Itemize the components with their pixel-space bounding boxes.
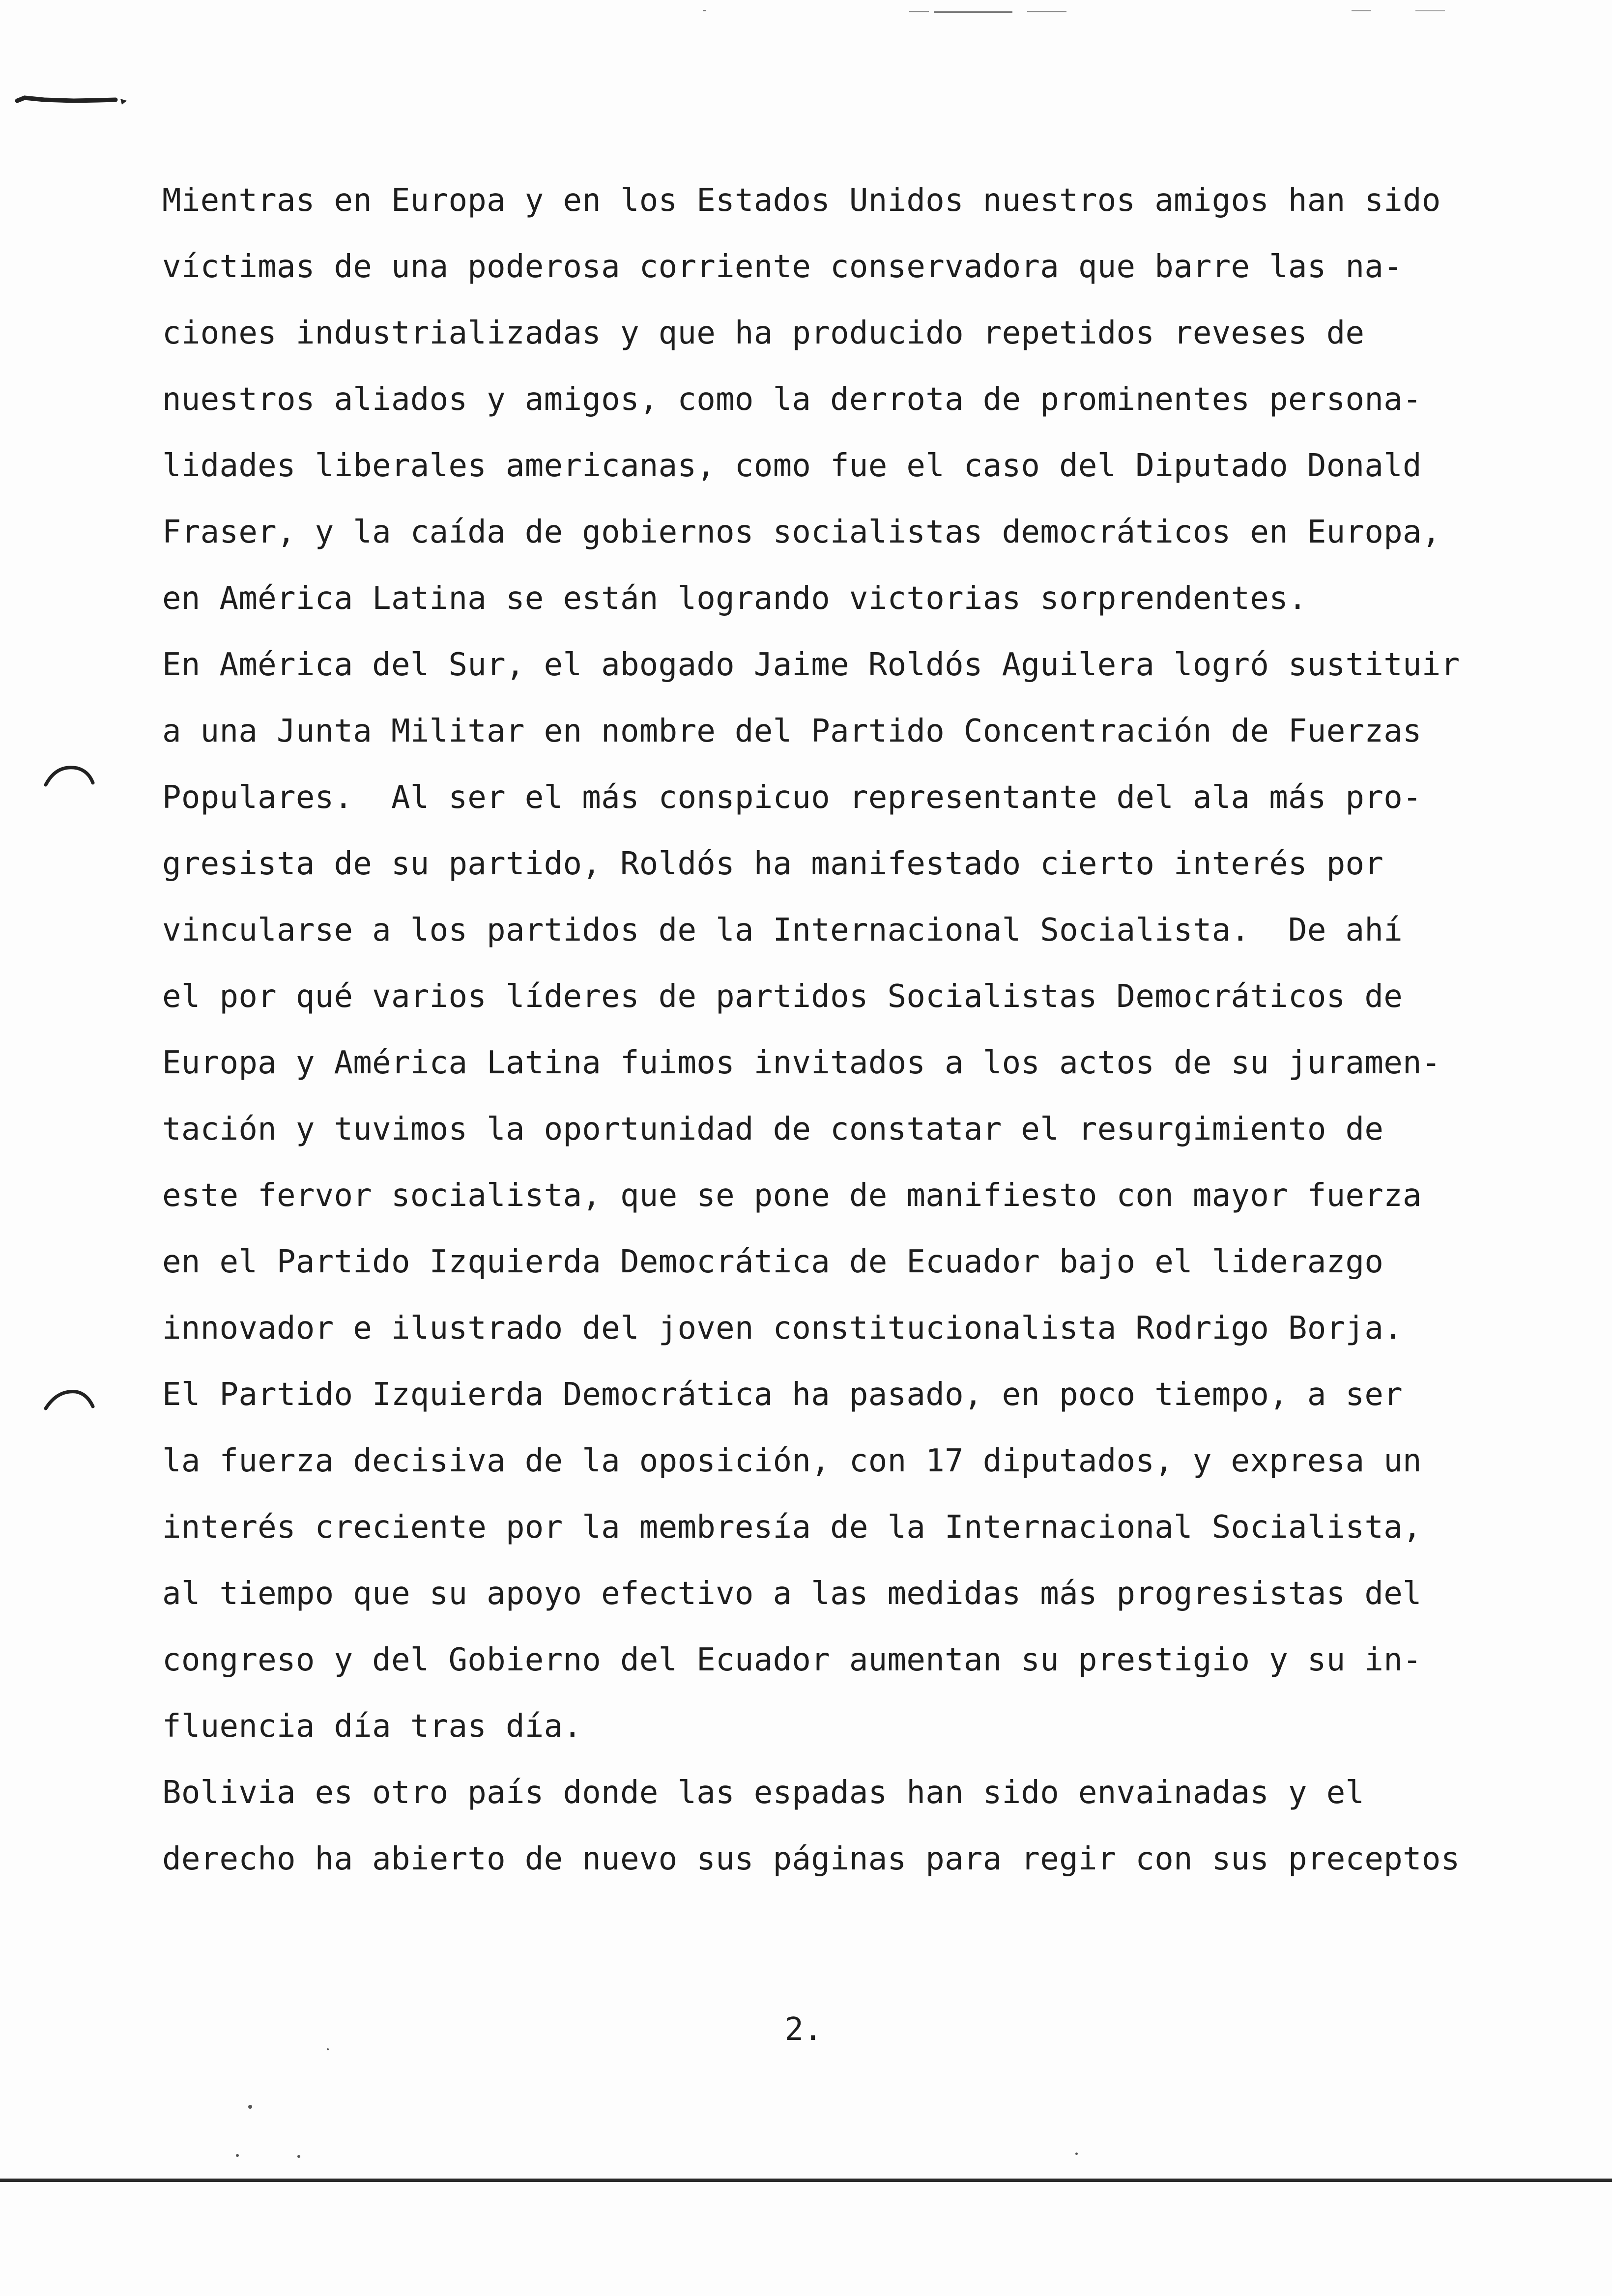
text-line: derecho ha abierto de nuevo sus páginas para regir con sus preceptos (162, 1841, 1460, 1877)
scan-speck (248, 2105, 252, 2109)
top-edge-scan-specks (393, 5, 1524, 15)
text-line: Fraser, y la caída de gobiernos socialistas democráticos en Europa, (162, 514, 1441, 550)
margin-hole-mark (42, 1381, 96, 1410)
text-line: Europa y América Latina fuimos invitados a los actos de su juramen- (162, 1045, 1441, 1081)
text-line: tación y tuvimos la oportunidad de constatar el resurgimiento de (162, 1111, 1384, 1148)
corner-binder-mark (15, 91, 128, 111)
text-line: la fuerza decisiva de la oposición, con 17 diputados, y expresa un (162, 1443, 1422, 1479)
text-line: En América del Sur, el abogado Jaime Roldós Aguilera logró sustituir (162, 647, 1460, 683)
text-line: congreso y del Gobierno del Ecuador aumentan su prestigio y su in- (162, 1642, 1422, 1678)
scan-speck (1075, 2152, 1078, 2155)
text-line: en América Latina se están logrando victorias sorprendentes. (162, 580, 1307, 617)
text-line: ciones industrializadas y que ha producido repetidos reveses de (162, 315, 1365, 351)
page-number: 2. (784, 2011, 823, 2048)
text-line: El Partido Izquierda Democrática ha pasado, en poco tiempo, a ser (162, 1377, 1403, 1413)
text-line: interés creciente por la membresía de la Internacional Socialista, (162, 1509, 1422, 1546)
text-line: vincularse a los partidos de la Internacional Socialista. De ahí (162, 912, 1403, 948)
body-text (162, 181, 1528, 1906)
text-line: en el Partido Izquierda Democrática de Ecuador bajo el liderazgo (162, 1244, 1384, 1280)
text-line: a una Junta Militar en nombre del Partido Concentración de Fuerzas (162, 713, 1422, 749)
scan-speck (297, 2155, 300, 2158)
text-line: el por qué varios líderes de partidos Socialistas Democráticos de (162, 978, 1403, 1015)
text-line: Populares. Al ser el más conspicuo representante del ala más pro- (162, 779, 1422, 816)
text-line: gresista de su partido, Roldós ha manifestado cierto interés por (162, 846, 1384, 882)
margin-hole-mark (42, 759, 96, 789)
bottom-rule (0, 2179, 1612, 2182)
text-line: Bolivia es otro país donde las espadas han sido envainadas y el (162, 1775, 1365, 1811)
text-line: víctimas de una poderosa corriente conservadora que barre las na- (162, 249, 1403, 285)
scan-speck (327, 2048, 329, 2050)
text-line: este fervor socialista, que se pone de manifiesto con mayor fuerza (162, 1177, 1422, 1214)
text-line: lidades liberales americanas, como fue el caso del Diputado Donald (162, 448, 1422, 484)
text-line: Mientras en Europa y en los Estados Unidos nuestros amigos han sido (162, 182, 1441, 219)
scan-speck (236, 2154, 239, 2157)
text-line: nuestros aliados y amigos, como la derrota de prominentes persona- (162, 381, 1422, 418)
text-line: al tiempo que su apoyo efectivo a las medidas más progresistas del (162, 1576, 1422, 1612)
text-line: fluencia día tras día. (162, 1708, 582, 1745)
text-line: innovador e ilustrado del joven constitucionalista Rodrigo Borja. (162, 1310, 1403, 1347)
